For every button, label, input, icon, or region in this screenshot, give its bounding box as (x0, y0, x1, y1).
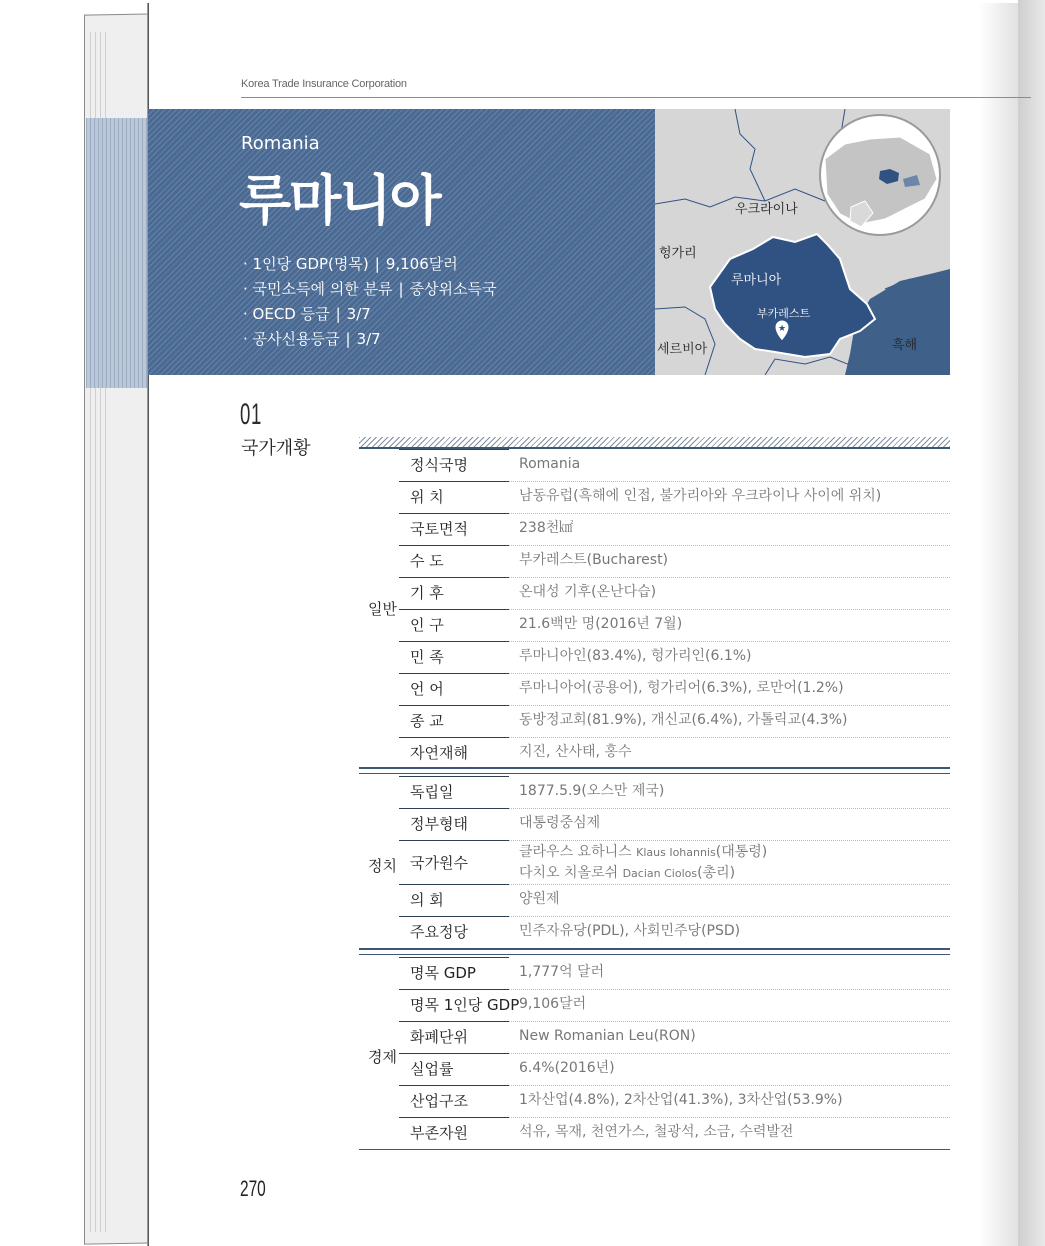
row-value: 21.6백만 명(2016년 7월) (519, 616, 683, 632)
locator-globe (820, 115, 940, 235)
row-key: 독립일 (399, 776, 509, 808)
group-divider (359, 767, 950, 769)
table-row (399, 1085, 950, 1118)
map-label-serbia: 세르비아 (657, 342, 708, 357)
page-stack-tab (86, 118, 152, 388)
fact-item: · OECD 등급 | 3/7 (243, 305, 371, 323)
row-value: 민주자유당(PDL), 사회민주당(PSD) (519, 923, 741, 939)
table-group-economy (359, 957, 950, 1149)
row-key: 화폐단위 (399, 1021, 509, 1053)
row-value: 238천㎢ (519, 520, 574, 536)
row-key: 위 치 (399, 481, 509, 513)
table-group-general (359, 449, 950, 767)
map-label-bucharest: 부카레스트 (757, 307, 811, 320)
page-right-edge (1018, 0, 1045, 1246)
table-row (399, 989, 950, 1022)
table-row (399, 916, 950, 948)
table-bottom-rule (359, 1149, 950, 1150)
head-of-state-line: 클라우스 요하니스 Klaus Iohannis(대통령) (519, 844, 768, 860)
table-row (399, 1021, 950, 1054)
country-name-en: Romania (241, 133, 320, 154)
table-row (399, 545, 950, 578)
table-row (399, 577, 950, 610)
table-row (399, 513, 950, 546)
map-label-romania: 루마니아 (731, 273, 782, 288)
table-row (399, 840, 950, 885)
fact-item: · 1인당 GDP(명목) | 9,106달러 (243, 255, 458, 273)
table-top-hatch (359, 437, 950, 447)
table-row (399, 1053, 950, 1086)
row-value: 1877.5.9(오스만 제국) (519, 783, 665, 799)
row-value: 6.4%(2016년) (519, 1060, 615, 1076)
row-key: 실업률 (399, 1053, 509, 1085)
row-value: New Romanian Leu(RON) (519, 1028, 696, 1044)
row-key: 국토면적 (399, 513, 509, 545)
group-divider (359, 948, 950, 950)
table-row (399, 884, 950, 917)
table-row (399, 776, 950, 809)
map-label-black-sea: 흑해 (892, 338, 918, 353)
table-row (399, 641, 950, 674)
row-value (519, 842, 949, 884)
row-key: 정식국명 (399, 449, 509, 481)
row-value: 1,777억 달러 (519, 964, 605, 980)
group-label: 정치 (368, 857, 397, 875)
row-key: 명목 GDP (399, 957, 509, 989)
row-value: 온대성 기후(온난다습) (519, 584, 657, 600)
table-row (399, 449, 950, 482)
row-key: 산업구조 (399, 1085, 509, 1117)
row-key: 의 회 (399, 884, 509, 916)
map-label-hungary: 헝가리 (659, 246, 697, 261)
row-value: 양원제 (519, 891, 560, 907)
group-label: 일반 (368, 600, 397, 618)
row-value: 루마니아인(83.4%), 헝가리인(6.1%) (519, 648, 752, 664)
country-map (655, 109, 950, 375)
row-key: 민 족 (399, 641, 509, 673)
country-key-facts (243, 252, 497, 352)
fact-item: · 공사신용등급 | 3/7 (243, 330, 381, 348)
row-key: 종 교 (399, 705, 509, 737)
row-value: 지진, 산사태, 홍수 (519, 744, 632, 760)
table-row (399, 737, 950, 769)
row-value: 석유, 목재, 천연가스, 철광석, 소금, 수력발전 (519, 1124, 794, 1140)
running-head: Korea Trade Insurance Corporation (241, 78, 407, 90)
row-key: 명목 1인당 GDP (399, 989, 509, 1021)
table-row (399, 957, 950, 990)
row-value: 부카레스트(Bucharest) (519, 552, 669, 568)
row-key: 기 후 (399, 577, 509, 609)
page-number: 270 (240, 1176, 266, 1201)
row-value: 1차산업(4.8%), 2차산업(41.3%), 3차산업(53.9%) (519, 1092, 843, 1108)
table-row (399, 673, 950, 706)
section-number: 01 (240, 398, 262, 431)
table-row (399, 609, 950, 642)
row-value: 9,106달러 (519, 996, 587, 1012)
head-of-government-line: 다치오 치올로쉬 Dacian Ciolos(총리) (519, 865, 736, 881)
svg-text:★: ★ (777, 324, 787, 334)
group-divider (359, 773, 950, 774)
table-row (399, 1117, 950, 1149)
table-group-politics (359, 776, 950, 946)
row-value: Romania (519, 456, 581, 472)
row-key: 부존자원 (399, 1117, 509, 1149)
table-row (399, 481, 950, 514)
fact-item: · 국민소득에 의한 분류 | 중상위소득국 (243, 280, 497, 298)
row-key: 국가원수 (399, 840, 509, 884)
row-key: 정부형태 (399, 808, 509, 840)
row-key: 수 도 (399, 545, 509, 577)
row-value: 루마니아어(공용어), 헝가리어(6.3%), 로만어(1.2%) (519, 680, 844, 696)
row-value: 대통령중심제 (519, 815, 601, 831)
row-key: 주요정당 (399, 916, 509, 948)
row-value: 동방정교회(81.9%), 개신교(6.4%), 가톨릭교(4.3%) (519, 712, 848, 728)
row-key: 인 구 (399, 609, 509, 641)
row-key: 언 어 (399, 673, 509, 705)
header-rule (241, 97, 1031, 98)
section-title: 국가개황 (241, 438, 311, 459)
row-value: 남동유럽(흑해에 인접, 불가리아와 우크라이나 사이에 위치) (519, 488, 882, 504)
table-row (399, 705, 950, 738)
group-divider (359, 954, 950, 955)
group-label: 경제 (368, 1048, 397, 1066)
country-name-ko: 루마니아 (239, 169, 440, 232)
map-label-ukraine: 우크라이나 (735, 202, 798, 217)
table-row (399, 808, 950, 841)
row-key: 자연재해 (399, 737, 509, 769)
